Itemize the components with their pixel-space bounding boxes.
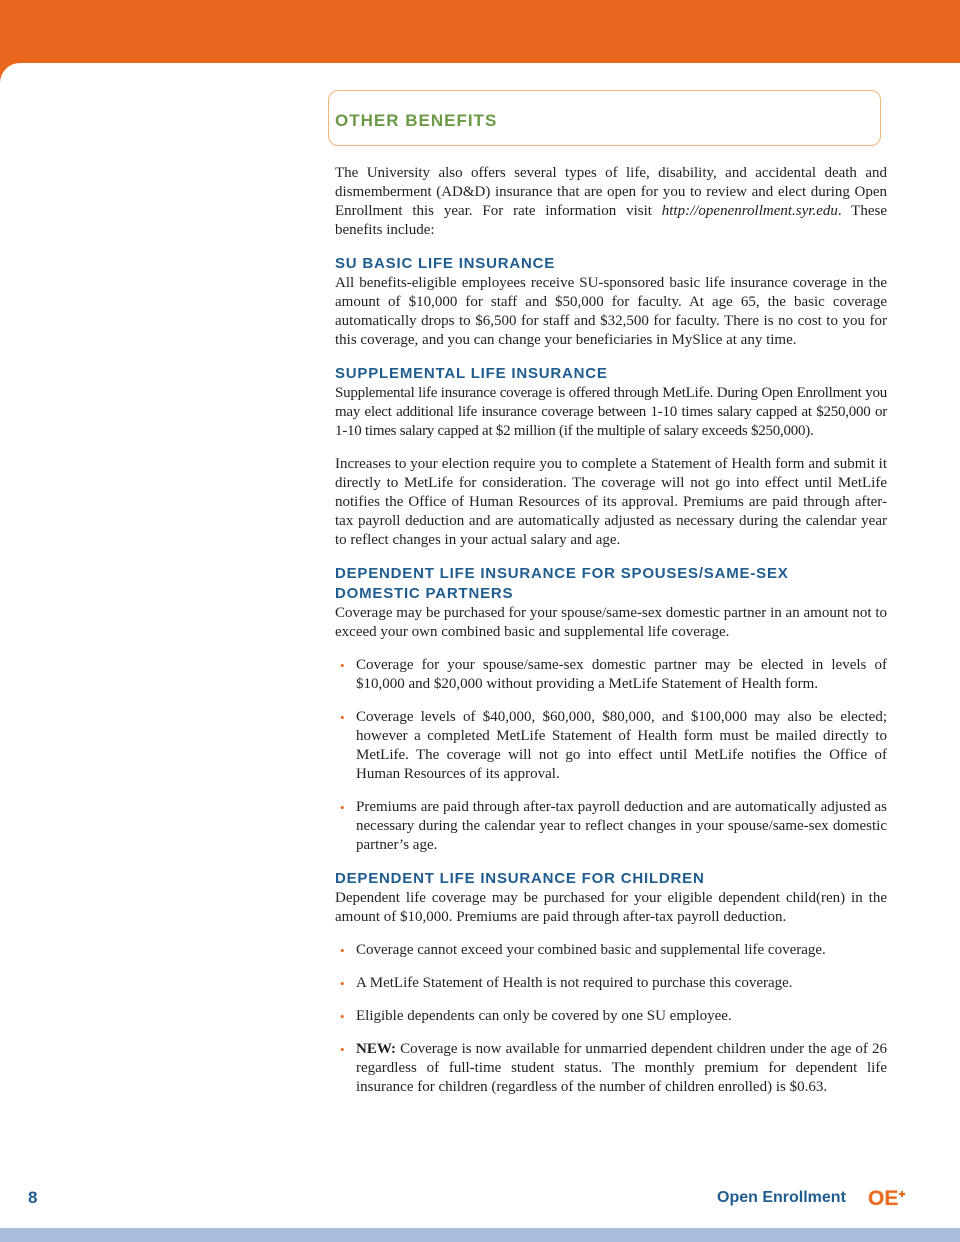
bullet-icon: • [340,1009,345,1024]
dependent-children-heading: DEPENDENT LIFE INSURANCE FOR CHILDREN [335,870,705,887]
dependent-children-body: Dependent life coverage may be purchased for your eligible dependent child(ren) in the amount of $10,000. Premiums are paid through after-tax payroll deduction. [335,890,887,925]
footer-title: Open Enrollment [717,1189,846,1206]
basic-life-heading: SU BASIC LIFE INSURANCE [335,255,556,272]
bullet-icon: • [340,710,345,725]
list-item: • A MetLife Statement of Health is not required to purchase this coverage. [340,975,793,991]
bullet-icon: • [340,976,345,991]
section-title-box [328,90,881,146]
supplemental-life-body: Supplemental life insurance coverage is offered through MetLife. During Open Enrollment you may elect additional life insurance coverage between 1-10 times salary capped at $250,000 or 1-10 times salary capped at $2 million (if the multiple of salary exceeds $250,000). [335,385,887,439]
page-corner [0,63,22,85]
list-item: • Coverage for your spouse/same-sex domestic partner may be elected in levels of $10,000 and $20,000 without providing a MetLife Statement of Health form. [340,657,887,692]
oe-logo-text: OE [868,1187,899,1208]
list-item: • Coverage cannot exceed your combined basic and supplemental life coverage. [340,942,826,958]
bullet-icon: • [340,658,345,673]
new-label: NEW: [356,1041,397,1057]
bullet-icon: • [340,800,345,815]
list-item: • NEW: Coverage is now available for unmarried dependent children under the age of 26 regardless of full-time student status. The monthly premium for dependent life insurance for children (regardless of the number of children enrolled) is $0.63. [340,1041,887,1095]
bullet-icon: • [340,1042,345,1057]
supplemental-life-body-2: Increases to your election require you to complete a Statement of Health form and submit it directly to MetLife for consideration. The coverage will not go into effect until MetLife notifies the Office of Human Resources of its approval. Premiums are paid through after-tax payroll deduction and are automatically adjusted as necessary during the calendar year to reflect changes in your actual salary and age. [335,456,887,548]
dependent-spouse-heading: DEPENDENT LIFE INSURANCE FOR SPOUSES/SAME-SEX DOMESTIC PARTNERS [335,565,789,602]
page-number: 8 [28,1188,38,1207]
intro-paragraph: The University also offers several types of life, disability, and accidental death and dismemberment (AD&D) insurance that are open for you to review and elect during Open Enrollment this year. For rate information visit http://openenrollment.syr.edu. These benefits include: [335,165,887,238]
enrollment-link[interactable]: http://openenrollment.syr.edu [661,203,838,219]
section-title: OTHER BENEFITS [335,111,498,130]
dependent-spouse-bullets [335,656,887,855]
basic-life-body: All benefits-eligible employees receive SU-sponsored basic life insurance coverage in the amount of $10,000 for staff and $50,000 for faculty. At age 65, the basic coverage automatically drops to $6,500 for staff and $32,500 for faculty. There is no cost to you for this coverage, and you can change your beneficiaries in MySlice at any time. [335,275,887,348]
list-item: • Eligible dependents can only be covered by one SU employee. [340,1008,732,1024]
list-item: • Premiums are paid through after-tax payroll deduction and are automatically adjusted as necessary during the calendar year to reflect changes in your spouse/same-sex domestic partner’s age. [340,799,887,853]
main-content [335,164,887,1097]
list-item: • Coverage levels of $40,000, $60,000, $80,000, and $100,000 may also be elected; however a completed MetLife Statement of Health form must be mailed directly to MetLife. The coverage will not go into effect until MetLife notifies the Office of Human Resources of its approval. [340,709,887,782]
dependent-spouse-body: Coverage may be purchased for your spouse/same-sex domestic partner in an amount not to exceed your own combined basic and supplemental life coverage. [335,605,887,640]
dependent-children-bullets [335,941,887,1097]
oe-logo-icon [868,1186,906,1208]
top-orange-band [0,0,960,63]
supplemental-life-heading: SUPPLEMENTAL LIFE INSURANCE [335,365,608,382]
bottom-blue-band [0,1228,960,1242]
bullet-icon: • [340,943,345,958]
